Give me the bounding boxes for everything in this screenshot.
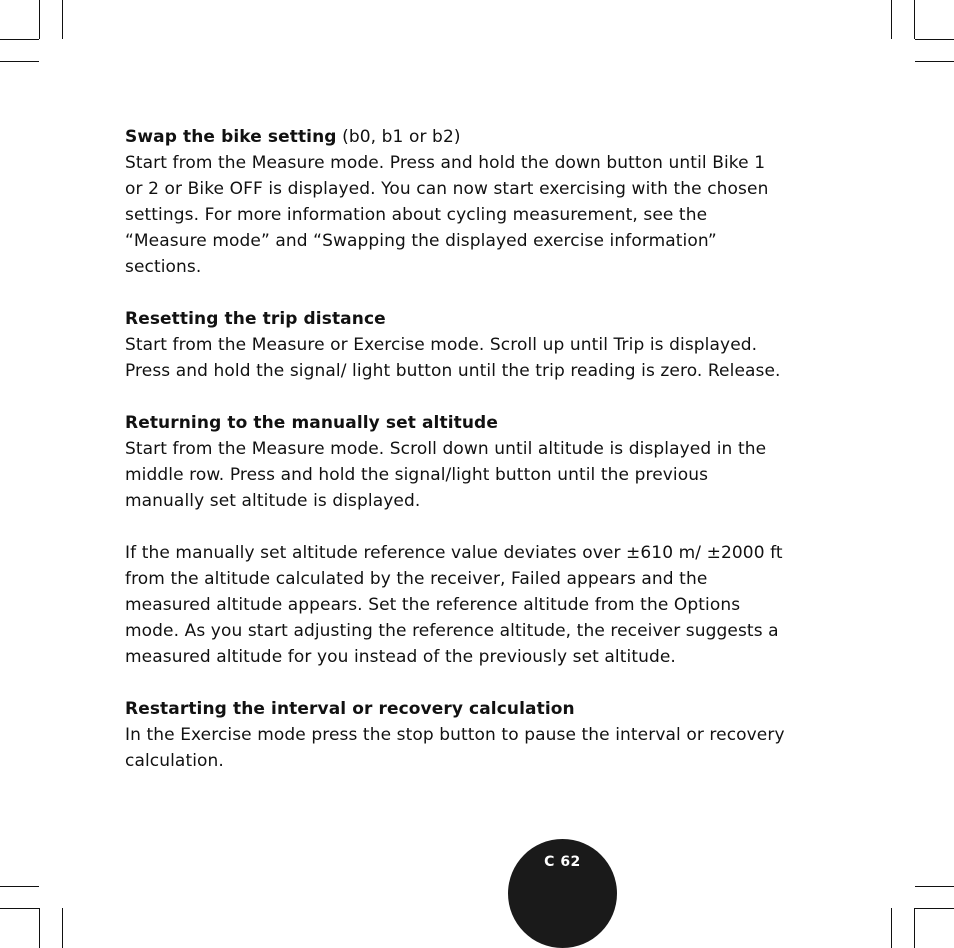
crop-mark <box>914 908 915 948</box>
paragraph-line: In the Exercise mode press the stop button to pause the interval or recovery <box>125 725 785 745</box>
paragraph-line: settings. For more information about cycling measurement, see the <box>125 205 708 225</box>
section-heading: Swap the bike setting <box>125 127 337 147</box>
section-heading-suffix: (b0, b1 or b2) <box>336 127 461 147</box>
paragraph-line: or 2 or Bike OFF is displayed. You can now start exercising with the chosen <box>125 179 769 199</box>
crop-mark <box>915 886 954 887</box>
section-heading-line <box>125 124 815 150</box>
section-altitude-deviation-note <box>125 540 815 670</box>
crop-mark <box>915 908 954 909</box>
paragraph-line: middle row. Press and hold the signal/light button until the previous <box>125 465 709 485</box>
crop-mark <box>915 61 954 62</box>
paragraph-line: manually set altitude is displayed. <box>125 491 421 511</box>
crop-mark <box>62 908 63 948</box>
crop-mark <box>0 61 39 62</box>
paragraph-line: from the altitude calculated by the receiver, Failed appears and the <box>125 569 708 589</box>
crop-mark <box>39 0 40 39</box>
paragraph-line: measured altitude for you instead of the previously set altitude. <box>125 647 676 667</box>
paragraph-line: Start from the Measure or Exercise mode. Scroll up until Trip is displayed. <box>125 335 758 355</box>
crop-mark <box>915 39 954 40</box>
crop-mark <box>0 39 39 40</box>
page-number: C 62 <box>544 854 581 870</box>
paragraph-line: Press and hold the signal/ light button until the trip reading is zero. Release. <box>125 361 781 381</box>
page-number-badge <box>508 839 617 948</box>
section-swap-bike-setting <box>125 124 815 280</box>
crop-mark <box>0 908 39 909</box>
section-heading: Returning to the manually set altitude <box>125 413 498 433</box>
crop-mark <box>39 908 40 948</box>
section-heading: Restarting the interval or recovery calculation <box>125 699 575 719</box>
section-manual-altitude <box>125 410 815 514</box>
paragraph-line: mode. As you start adjusting the reference altitude, the receiver suggests a <box>125 621 779 641</box>
page-body <box>125 124 815 774</box>
section-heading: Resetting the trip distance <box>125 309 386 329</box>
section-restart-interval <box>125 696 815 774</box>
crop-mark <box>0 886 39 887</box>
paragraph-line: calculation. <box>125 751 224 771</box>
crop-mark <box>891 908 892 948</box>
paragraph-line: measured altitude appears. Set the reference altitude from the Options <box>125 595 741 615</box>
paragraph-line: Start from the Measure mode. Press and hold the down button until Bike 1 <box>125 153 766 173</box>
crop-mark <box>914 0 915 39</box>
crop-mark <box>62 0 63 39</box>
crop-mark <box>891 0 892 39</box>
paragraph-line: “Measure mode” and “Swapping the displayed exercise information” <box>125 231 717 251</box>
section-reset-trip-distance <box>125 306 815 384</box>
paragraph-line: If the manually set altitude reference value deviates over ±610 m/ ±2000 ft <box>125 543 783 563</box>
paragraph-line: Start from the Measure mode. Scroll down until altitude is displayed in the <box>125 439 767 459</box>
paragraph-line: sections. <box>125 257 202 277</box>
